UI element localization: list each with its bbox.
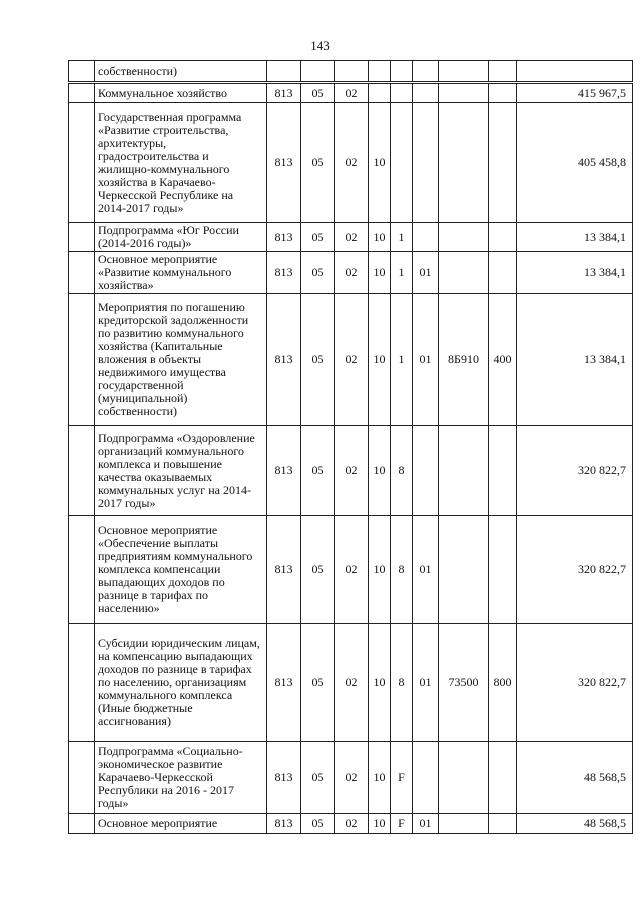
amount-cell: 13 384,1 [517,252,633,294]
subprogram-code-cell: 1 [391,294,413,426]
ministry-code-cell: 813 [267,742,301,814]
ministry-code-cell: 813 [267,624,301,742]
direction-code-cell: 73500 [439,624,489,742]
section-code-cell: 05 [301,814,335,834]
budget-table [68,60,633,834]
section-code-cell: 05 [301,624,335,742]
program-code-cell: 10 [369,223,391,252]
direction-code-cell [439,516,489,624]
subsection-code-cell: 02 [335,742,369,814]
table-row [69,426,633,516]
event-code-cell [413,83,439,103]
amount-cell: 405 458,8 [517,103,633,223]
row-index-cell [69,742,95,814]
section-code-cell: 05 [301,223,335,252]
subsection-code-cell [335,61,369,83]
expense-type-cell [489,61,517,83]
subprogram-code-cell [391,83,413,103]
row-name-cell: Подпрограмма «Социально-экономическое развитие Карачаево-Черкесской Республики на 2016 - 2017 годы» [95,742,267,814]
program-code-cell: 10 [369,742,391,814]
section-code-cell: 05 [301,252,335,294]
subsection-code-cell: 02 [335,294,369,426]
program-code-cell: 10 [369,516,391,624]
program-code-cell: 10 [369,103,391,223]
row-index-cell [69,83,95,103]
subprogram-code-cell [391,61,413,83]
direction-code-cell [439,61,489,83]
direction-code-cell [439,103,489,223]
subsection-code-cell: 02 [335,624,369,742]
direction-code-cell [439,814,489,834]
row-index-cell [69,223,95,252]
program-code-cell [369,83,391,103]
expense-type-cell [489,516,517,624]
subprogram-code-cell: 1 [391,223,413,252]
direction-code-cell [439,83,489,103]
subprogram-code-cell: F [391,742,413,814]
amount-cell: 320 822,7 [517,516,633,624]
subsection-code-cell: 02 [335,103,369,223]
subsection-code-cell: 02 [335,426,369,516]
table-row [69,103,633,223]
program-code-cell: 10 [369,252,391,294]
subprogram-code-cell [391,103,413,223]
program-code-cell: 10 [369,426,391,516]
program-code-cell: 10 [369,624,391,742]
section-code-cell: 05 [301,294,335,426]
subprogram-code-cell: 8 [391,516,413,624]
expense-type-cell [489,83,517,103]
direction-code-cell: 8Б910 [439,294,489,426]
event-code-cell [413,426,439,516]
table-row [69,294,633,426]
expense-type-cell [489,103,517,223]
ministry-code-cell: 813 [267,516,301,624]
amount-cell: 13 384,1 [517,223,633,252]
table-row [69,83,633,103]
subprogram-code-cell: 1 [391,252,413,294]
expense-type-cell [489,223,517,252]
event-code-cell: 01 [413,516,439,624]
section-code-cell: 05 [301,516,335,624]
row-index-cell [69,516,95,624]
direction-code-cell [439,223,489,252]
ministry-code-cell [267,61,301,83]
amount-cell: 320 822,7 [517,624,633,742]
table-row [69,516,633,624]
subprogram-code-cell: 8 [391,426,413,516]
subprogram-code-cell: 8 [391,624,413,742]
ministry-code-cell: 813 [267,83,301,103]
ministry-code-cell: 813 [267,223,301,252]
amount-cell [517,61,633,83]
section-code-cell: 05 [301,103,335,223]
event-code-cell: 01 [413,624,439,742]
row-index-cell [69,294,95,426]
ministry-code-cell: 813 [267,252,301,294]
row-name-cell: Подпрограмма «Оздоровление организаций коммунального комплекса и повышение качества оказываемых коммунальных услуг на 2014-2017 годы» [95,426,267,516]
section-code-cell: 05 [301,742,335,814]
row-index-cell [69,103,95,223]
amount-cell: 320 822,7 [517,426,633,516]
event-code-cell [413,742,439,814]
subsection-code-cell: 02 [335,814,369,834]
expense-type-cell [489,252,517,294]
row-index-cell [69,426,95,516]
row-name-cell: Основное мероприятие «Обеспечение выплаты предприятиям коммунального комплекса компенсации выпадающих доходов по разнице в тарифах по населению» [95,516,267,624]
row-name-cell: собственности) [95,61,267,83]
row-name-cell: Мероприятия по погашению кредиторской задолженности по развитию коммунального хозяйства (Капитальные вложения в объекты недвижимого имущества государственной (муниципальной) собственности) [95,294,267,426]
expense-type-cell [489,426,517,516]
amount-cell: 48 568,5 [517,742,633,814]
table-row [69,61,633,83]
table-row [69,814,633,834]
amount-cell: 415 967,5 [517,83,633,103]
section-code-cell [301,61,335,83]
direction-code-cell [439,742,489,814]
row-name-cell: Основное мероприятие [95,814,267,834]
ministry-code-cell: 813 [267,103,301,223]
event-code-cell: 01 [413,252,439,294]
subsection-code-cell: 02 [335,223,369,252]
ministry-code-cell: 813 [267,294,301,426]
program-code-cell: 10 [369,814,391,834]
direction-code-cell [439,252,489,294]
row-name-cell: Коммунальное хозяйство [95,83,267,103]
event-code-cell: 01 [413,814,439,834]
ministry-code-cell: 813 [267,426,301,516]
ministry-code-cell: 813 [267,814,301,834]
table-row [69,742,633,814]
expense-type-cell: 800 [489,624,517,742]
row-name-cell: Основное мероприятие «Развитие коммунального хозяйства» [95,252,267,294]
table-row [69,223,633,252]
expense-type-cell [489,814,517,834]
section-code-cell: 05 [301,83,335,103]
program-code-cell [369,61,391,83]
expense-type-cell [489,742,517,814]
direction-code-cell [439,426,489,516]
row-index-cell [69,814,95,834]
page-number: 143 [310,38,330,53]
event-code-cell: 01 [413,294,439,426]
event-code-cell [413,223,439,252]
subsection-code-cell: 02 [335,83,369,103]
row-index-cell [69,252,95,294]
row-index-cell [69,61,95,83]
event-code-cell [413,61,439,83]
expense-type-cell: 400 [489,294,517,426]
amount-cell: 13 384,1 [517,294,633,426]
subprogram-code-cell: F [391,814,413,834]
table-row [69,624,633,742]
row-index-cell [69,624,95,742]
subsection-code-cell: 02 [335,516,369,624]
program-code-cell: 10 [369,294,391,426]
table-row [69,252,633,294]
row-name-cell: Подпрограмма «Юг России (2014-2016 годы)» [95,223,267,252]
amount-cell: 48 568,5 [517,814,633,834]
section-code-cell: 05 [301,426,335,516]
row-name-cell: Государственная программа «Развитие строительства, архитектуры, градостроительства и жилищно-коммунального хозяйства в Карачаево-Черкесской Республике на 2014-2017 годы» [95,103,267,223]
row-name-cell: Субсидии юридическим лицам, на компенсацию выпадающих доходов по разнице в тарифах по населению, организациям коммунального комплекса (Иные бюджетные ассигнования) [95,624,267,742]
subsection-code-cell: 02 [335,252,369,294]
event-code-cell [413,103,439,223]
